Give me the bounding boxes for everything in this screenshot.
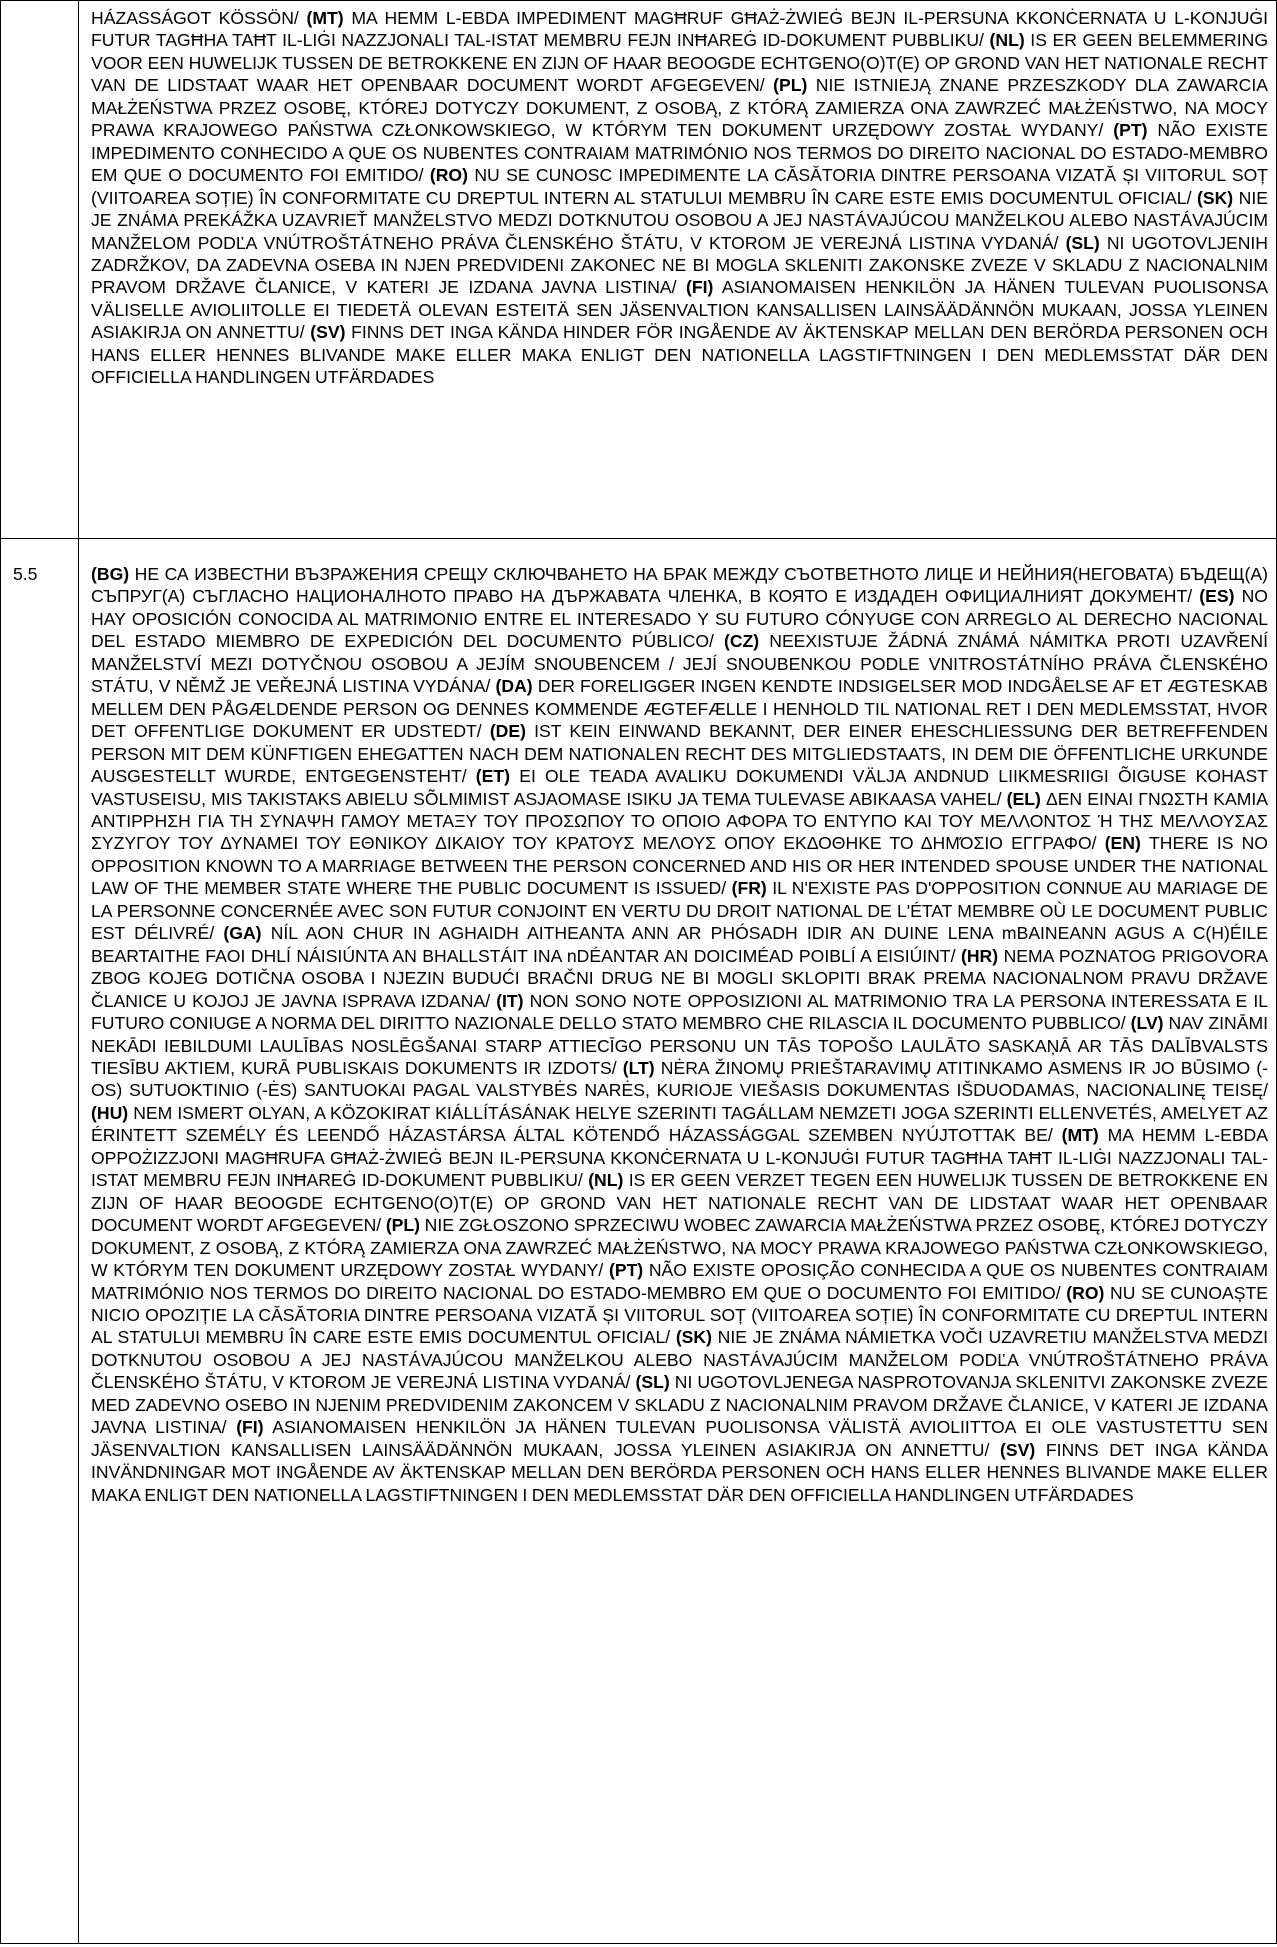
language-code: (NL) bbox=[989, 30, 1025, 51]
language-code: (ES) bbox=[1199, 586, 1235, 607]
language-text: NEMA POZNATOG PRIGOVORA ZBOG KOJEG DOTIČNA OSOBA I NJEZIN BUDUĆI BRAČNI DRUG NE BI MOGLI SKLOPITI BRAK PREMA NACIONALNOM PRAVU DRŽAVE ČLANICE U KOJOJ JE JAVNA ISPRAVA IZDANA/ bbox=[91, 945, 1268, 1011]
language-text: IST KEIN EINWAND BEKANNT, DER EINER EHESCHLIESSUNG DER BETREFFENDEN PERSON MIT DEM KÜNFTIGEN EHEGATTEN NACH DEM NATIONALEN RECHT DES MITGLIEDSTAATS, IN DEM DIE ÖFFENTLICHE URKUNDE AUSGESTELLT WURDE, ENTGEGENSTEHT/ bbox=[91, 721, 1268, 787]
language-text: ASIANOMAISEN HENKILÖN JA HÄNEN TULEVAN PUOLISONSA VÄLISTÄ AVIOLIITTOA EI OLE VASTUSTETTU SEN JÄSENVALTION KANSALLISEN LAINSÄÄDÄNNÖN MUKAAN, JOSSA YLEINEN ASIAKIRJA ON ANNETTU/ bbox=[91, 1417, 1268, 1460]
language-code: (HR) bbox=[960, 945, 999, 966]
language-text: NO HAY OPOSICIÓN CONOCIDA AL MATRIMONIO ENTRE EL INTERESADO Y SU FUTURO CÓNYUGE CON ARREGLO AL DERECHO NACIONAL DEL ESTADO MIEMBRO DE EXPEDICIÓN DEL DOCUMENTO PÚBLICO/ bbox=[91, 586, 1268, 652]
language-text: NI UGOTOVLJENEGA NASPROTOVANJA SKLENITVI ZAKONSKE ZVEZE MED ZADEVNO OSEBO IN NJENIM PREDVIDENIM ZAKONCEM V SKLADU Z NACIONALNIM PRAVOM DRŽAVE ČLANICE, V KATERI JE IZDANA JAVNA LISTINA/ bbox=[91, 1372, 1268, 1438]
lowercase-prefix: m bbox=[1001, 923, 1017, 944]
language-code: (PL) bbox=[385, 1215, 421, 1236]
language-code: (LV) bbox=[1130, 1013, 1164, 1034]
language-code: (GA) bbox=[223, 923, 262, 944]
language-code: (SV) bbox=[1000, 1439, 1036, 1460]
language-text: NU SE CUNOSC IMPEDIMENTE LA CĂSĂTORIA DINTRE PERSOANA VIZATĂ ȘI VIITORUL SOȚ (VIITOAREA SOȚIE) ÎN CONFORMITATE CU DREPTUL INTERN AL STATULUI MEMBRU ÎN CARE ESTE EMIS DOCUMENTUL OFICIAL/ bbox=[91, 165, 1268, 208]
language-text: MA HEMM L-EBDA OPPOŻIZZJONI MAGĦRUFA GĦAŻ-ŻWIEĠ BEJN IL-PERSUNA KKONĊERNATA U L-KONJUĠI FUTUR TAGĦHA TAĦT IL-LIĠI NAZZJONALI TAL-ISTAT MEMBRU FEJN INĦAREĠ ID-DOKUMENT PUBBLIKU/ bbox=[91, 1125, 1268, 1191]
language-code: (EN) bbox=[1104, 833, 1141, 854]
language-text: FINNS DET INGA KÄNDA HINDER FÖR INGÅENDE AV ÄKTENSKAP MELLAN DEN BERÖRDA PERSONEN OCH HANS ELLER HENNES BLIVANDE MAKE ELLER MAKA ENLIGT DEN NATIONELLA LAGSTIFTNINGEN I DEN MEDLEMSSTAT DÄR DEN OFFICIELLA HANDLINGEN UTFÄRDADES bbox=[91, 322, 1268, 388]
language-text: IS ER GEEN BELEMMERING VOOR EEN HUWELIJK TUSSEN DE BETROKKENE EN ZIJN OF HAAR BEOOGDE ECHTGENO(O)T(E) OP GROND VAN HET NATIONALE RECHT VAN DE LIDSTAAT WAAR HET OPENBAAR DOCUMENT WORDT AFGEGEVEN/ bbox=[91, 30, 1268, 96]
language-code: (EL) bbox=[1006, 788, 1041, 809]
language-text: EI OLE TEADA AVALIKU DOKUMENDI VÄLJA ANDNUD LIIKMESRIIGI ÕIGUSE KOHAST VASTUSEISU, MIS TAKISTAKS ABIELU SÕLMIMIST ASJAOMASE ISIKU JA TEMA TULEVASE ABIKAASA VAHEL/ bbox=[91, 766, 1268, 809]
language-text: MA HEMM L-EBDA IMPEDIMENT MAGĦRUF GĦAŻ-ŻWIEĠ BEJN IL-PERSUNA KKONĊERNATA U L-KONJUĠI FUTUR TAGĦHA TAĦT IL-LIĠI NAZZJONALI TAL-ISTAT MEMBRU FEJN INĦAREĠ ID-DOKUMENT PUBBLIKU/ bbox=[91, 8, 1268, 51]
language-text: NAV ZINĀMI NEKĀDI IEBILDUMI LAULĪBAS NOSLĒGŠANAI STARP ATTIECĪGO PERSONU UN TĀS TOPOŠO LAULĀTO SASKAŅĀ AR TĀS DALĪBVALSTS TIESĪBU AKTIEM, KURĀ PUBLISKAIS DOKUMENTS IR IZDOTS/ bbox=[91, 1013, 1269, 1078]
language-code: (SL) bbox=[1065, 232, 1100, 253]
language-code: (PL) bbox=[773, 75, 808, 96]
language-text: NEEXISTUJE ŽÁDNÁ ZNÁMÁ NÁMITKA PROTI UZAVŘENÍ MANŽELSTVÍ MEZI DOTYČNOU OSOBOU A JEJÍM SNOUBENCEM / JEJÍ SNOUBENKOU PODLE VNITROSTÁTNÍHO PRÁVA ČLENSKÉHO STÁTU, V NĚMŽ JE VEŘEJNÁ LISTINA VYDÁNA/ bbox=[91, 631, 1268, 697]
language-text: NIE JE ZNÁMA PREKÁŽKA UZAVRIEŤ MANŽELSTVO MEDZI DOTKNUTOU OSOBOU A JEJ NASTÁVAJÚCOU MANŽELKOU ALEBO NASTÁVAJÚCIM MANŽELOM PODĽA VNÚTROŠTÁTNEHO PRÁVA ČLENSKÉHO ŠTÁTU, V KTOROM JE VEREJNÁ LISTINA VYDANÁ/ bbox=[91, 187, 1268, 253]
language-text: NIE ZGŁOSZONO SPRZECIWU WOBEC ZAWARCIA MAŁŻEŃSTWA PRZEZ OSOBĘ, KTÓREJ DOTYCZY DOKUMENT, Z OSOBĄ, Z KTÓRĄ ZAMIERZA ONA ZAWRZEĆ MAŁŻEŃSTWO, NA MOCY PRAWA KRAJOWEGO PAŃSTWA CZŁONKOWSKIEGO, W KTÓRYM TEN DOKUMENT URZĘDOWY ZOSTAŁ WYDANY/ bbox=[91, 1215, 1269, 1281]
language-code: (FI) bbox=[236, 1417, 264, 1438]
language-text: NÃO EXISTE IMPEDIMENTO CONHECIDO A QUE OS NUBENTES CONTRAIAM MATRIMÓNIO NOS TERMOS DO DIREITO NACIONAL DO ESTADO-MEMBRO EM QUE O DOCUMENTO FOI EMITIDO/ bbox=[91, 120, 1268, 186]
language-code: (IT) bbox=[496, 990, 524, 1011]
language-text: HÁZASSÁGOT KÖSSÖN/ bbox=[91, 8, 307, 28]
language-text: THERE IS NO OPPOSITION KNOWN TO A MARRIAGE BETWEEN THE PERSON CONCERNED AND HIS OR HER INTENDED SPOUSE UNDER THE NATIONAL LAW OF THE MEMBER STATE WHERE THE PUBLIC DOCUMENT IS ISSUED/ bbox=[91, 833, 1268, 899]
language-text: NÃO EXISTE OPOSIÇÃO CONHECIDA A QUE OS NUBENTES CONTRAIAM MATRIMÓNIO NOS TERMOS DO DIREITO NACIONAL DO ESTADO-MEMBRO EM QUE O DOCUMENTO FOI EMITIDO/ bbox=[91, 1260, 1268, 1303]
language-text: NI UGOTOVLJENIH ZADRŽKOV, DA ZADEVNA OSEBA IN NJEN PREDVIDENI ZAKONEC NE BI MOGLA SKLENITI ZAKONSKE ZVEZE V SKLADU Z NACIONALNIM PRAVOM DRŽAVE ČLANICE, V KATERI JE IZDANA JAVNA LISTINA/ bbox=[91, 232, 1268, 298]
language-code: (SK) bbox=[1196, 187, 1234, 208]
language-text: BAINEANN AGUS A C(H)ÉILE BEARTAITHE FAOI DHLÍ NÁISIÚNTA AN BHALLSTÁIT INA bbox=[91, 923, 1268, 966]
language-code: (MT) bbox=[1061, 1125, 1099, 1146]
language-code: (FI) bbox=[686, 277, 714, 298]
language-code: (DA) bbox=[495, 676, 533, 697]
language-code: (SK) bbox=[675, 1327, 712, 1348]
table-row bbox=[1, 539, 1277, 1944]
row-text bbox=[79, 539, 1277, 1944]
language-text: ΔΕΝ ΕΙΝΑΙ ΓΝΩΣΤΗ ΚΑΜΙΑ ΑΝΤΙΡΡΗΣΗ ΓΙΑ ΤΗ ΣΥΝΑΨΗ ΓΑΜΟΥ ΜΕΤΑΞΥ ΤΟΥ ΠΡΟΣΩΠΟΥ ΤΟ ΟΠΟΙΟ ΑΦΟΡΑ ΤΟ ΕΝΤΥΠΟ ΚΑΙ ΤΟΥ ΜΕΛΛΟΝΤΟΣ Ή ΤΗΣ ΜΕΛΛΟΥΣΑΣ ΣΥΖΥΓΟΥ ΤΟΥ ΔΥΝΑΜΕΙ ΤΟΥ ΕΘΝΙΚΟΥ ΔΙΚΑΙΟΥ ΤΟΥ ΚΡΑΤΟΥΣ ΜΕΛΟΥΣ ΟΠΟΥ ΕΚΔΟΘΗΚΕ ΤΟ ΔΗΜΌΣΙΟ ΕΓΓΡΑΦΟ/ bbox=[91, 788, 1268, 854]
language-code: (FR) bbox=[731, 878, 767, 899]
language-code: (RO) bbox=[429, 165, 468, 186]
language-text: ASIANOMAISEN HENKILÖN JA HÄNEN TULEVAN PUOLISONSA VÄLISELLE AVIOLIITOLLE EI TIEDETÄ OLEVAN ESTEITÄ SEN JÄSENVALTION KANSALLISEN LAINSÄÄDÄNNÖN MUKAAN, JOSSA YLEINEN ASIAKIRJA ON ANNETTU/ bbox=[91, 277, 1268, 343]
language-text: NIE ISTNIEJĄ ZNANE PRZESZKODY DLA ZAWARCIA MAŁŻEŃSTWA PRZEZ OSOBĘ, KTÓREJ DOTYCZY DOKUMENT, Z OSOBĄ, Z KTÓRĄ ZAMIERZA ONA ZAWRZEĆ MAŁŻEŃSTWO, NA MOCY PRAWA KRAJOWEGO PAŃSTWA CZŁONKOWSKIEGO, W KTÓRYM TEN DOKUMENT URZĘDOWY ZOSTAŁ WYDANY/ bbox=[91, 75, 1268, 141]
language-text: NIE JE ZNÁMA NÁMIETKA VOČI UZAVRETIU MANŽELSTVA MEDZI DOTKNUTOU OSOBOU A JEJ NASTÁVAJÚCOU MANŽELKOU ALEBO NASTÁVAJÚCIM MANŽELOM PODĽA VNÚTROŠTÁTNEHO PRÁVA ČLENSKÉHO ŠTÁTU, V KTOROM JE VEREJNÁ LISTINA VYDANÁ/ bbox=[91, 1327, 1268, 1393]
language-code: (ET) bbox=[475, 766, 510, 787]
language-text: DÉANTAR AN DOICIMÉAD POIBLÍ A EISIÚINT/ bbox=[576, 945, 961, 966]
language-code: (CZ) bbox=[723, 631, 760, 652]
language-code: (RO) bbox=[1066, 1282, 1105, 1303]
language-text: IS ER GEEN VERZET TEGEN EEN HUWELIJK TUSSEN DE BETROKKENE EN ZIJN OF HAAR BEOOGDE ECHTGENO(O)T(E) OP GROND VAN HET NATIONALE RECHT VAN DE LIDSTAAT WAAR HET OPENBAAR DOCUMENT WORDT AFGEGEVEN/ bbox=[91, 1170, 1268, 1236]
language-code: (NL) bbox=[588, 1170, 624, 1191]
language-code: (MT) bbox=[306, 8, 344, 28]
table-row bbox=[1, 1, 1277, 539]
language-code: (BG) bbox=[91, 564, 130, 584]
language-text: NÍL AON CHUR IN AGHAIDH AITHEANTA ANN AR PHÓSADH IDIR AN DUINE LENA bbox=[261, 923, 1002, 944]
language-code: (SV) bbox=[310, 322, 346, 343]
language-text: DER FORELIGGER INGEN KENDTE INDSIGELSER MOD INDGÅELSE AF ET ÆGTESKAB MELLEM DEN PÅGÆLDENDE PERSON OG DENNES KOMMENDE ÆGTEFÆLLE I HENHOLD TIL NATIONAL RET I DEN MEDLEMSSTAT, HVOR DET OFFENTLIGE DOKUMENT ER UDSTEDT/ bbox=[91, 676, 1268, 742]
language-text: НЕ СА ИЗВЕСТНИ ВЪЗРАЖЕНИЯ СРЕЩУ СКЛЮЧВАНЕТО НА БРАК МЕЖДУ СЪОТВЕТНОТО ЛИЦЕ И НЕЙНИЯ(НЕГОВАТА) БЪДЕЩ(А) СЪПРУГ(А) СЪГЛАСНО НАЦИОНАЛНОТО ПРАВО НА ДЪРЖАВАТА ЧЛЕНКА, В КОЯТО Е ИЗДАДЕН ОФИЦИАЛНИЯТ ДОКУМЕНТ/ bbox=[91, 564, 1268, 607]
lowercase-prefix: n bbox=[566, 945, 577, 966]
language-code: (PT) bbox=[1113, 120, 1148, 141]
language-code: (PT) bbox=[608, 1260, 644, 1281]
language-code: (HU) bbox=[91, 1102, 129, 1123]
language-text: NĖRA ŽINOMŲ PRIEŠTARAVIMŲ ATITINKAMO ASMENS IR JO BŪSIMO (-OS) SUTUOKTINIO (-ĖS) SANTUOKAI PAGAL VALSTYBĖS NARĖS, KURIOJE VIEŠASIS DOKUMENTAS IŠDUODAMAS, NACIONALINĘ TEISĘ/ bbox=[91, 1057, 1268, 1101]
language-code: (SL) bbox=[635, 1372, 670, 1393]
row-number bbox=[1, 1, 79, 539]
language-code: (DE) bbox=[489, 721, 526, 742]
language-text: NEM ISMERT OLYAN, A KÖZOKIRAT KIÁLLÍTÁSÁNAK HELYE SZERINTI TAGÁLLAM NEMZETI JOGA SZERINTI ELLENVETÉS, AMELYET AZ ÉRINTETT SZEMÉLY ÉS LEENDŐ HÁZASTÁRSA ÁLTAL KÖTENDŐ HÁZASSÁGGAL SZEMBEN NYÚJTOTTAK BE/ bbox=[91, 1102, 1268, 1146]
language-text: IL N'EXISTE PAS D'OPPOSITION CONNUE AU MARIAGE DE LA PERSONNE CONCERNÉE AVEC SON FUTUR CONJOINT EN VERTU DU DROIT NATIONAL DE L'ÉTAT MEMBRE OÙ LE DOCUMENT PUBLIC EST DÉLIVRÉ/ bbox=[91, 878, 1268, 944]
row-text bbox=[79, 1, 1277, 539]
language-code: (LT) bbox=[622, 1057, 655, 1078]
language-text: FINNS DET INGA KÄNDA INVÄNDNINGAR MOT INGÅENDE AV ÄKTENSKAP MELLAN DEN BERÖRDA PERSONEN OCH HANS ELLER HENNES BLIVANDE MAKE ELLER MAKA ENLIGT DEN NATIONELLA LAGSTIFTNINGEN I DEN MEDLEMSSTAT DÄR DEN OFFICIELLA HANDLINGEN UTFÄRDADES bbox=[91, 1439, 1268, 1505]
language-text: NU SE CUNOAȘTE NICIO OPOZIȚIE LA CĂSĂTORIA DINTRE PERSOANA VIZATĂ ȘI VIITORUL SOȚ (VIITOAREA SOȚIE) ÎN CONFORMITATE CU DREPTUL INTERN AL STATULUI MEMBRU ÎN CARE ESTE EMIS DOCUMENTUL OFICIAL/ bbox=[91, 1282, 1268, 1348]
row-number: 5.5 bbox=[1, 539, 79, 1944]
language-text: NON SONO NOTE OPPOSIZIONI AL MATRIMONIO TRA LA PERSONA INTERESSATA E IL FUTURO CONIUGE A NORMA DEL DIRITTO NAZIONALE DELLO STATO MEMBRO CHE RILASCIA IL DOCUMENTO PUBBLICO/ bbox=[91, 990, 1268, 1034]
